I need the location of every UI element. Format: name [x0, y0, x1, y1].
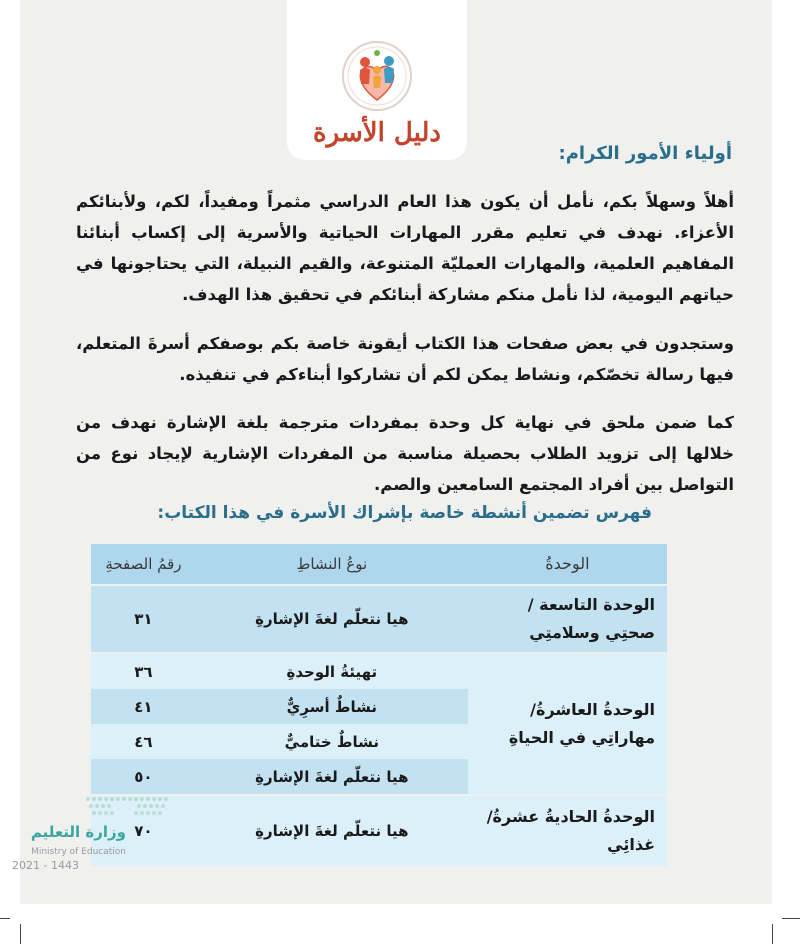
header-unit: الوحدةُ: [468, 544, 667, 584]
ministry-name-ar: وزارة التعليم: [30, 823, 126, 841]
page-cell: ٤٦: [91, 724, 196, 759]
table-row: [91, 652, 667, 689]
activity-cell: هيا نتعلّم لغةَ الإشارةِ: [196, 584, 468, 652]
activity-cell: نشاطٌ أسرِيٌّ: [196, 689, 468, 724]
header-activity: نوعُ النشاطِ: [196, 544, 468, 584]
page-cell: ٤١: [91, 689, 196, 724]
ministry-name-en: Ministry of Education: [31, 847, 126, 857]
activity-cell: تهيئةُ الوحدةِ: [196, 652, 468, 689]
page-cell: ٧٠: [91, 794, 196, 866]
unit-cell: الوحدة التاسعة / صحتِي وسلامتِي: [468, 584, 667, 652]
page-cell: ٥٠: [91, 759, 196, 794]
crop-mark: [772, 924, 773, 944]
table-row: [91, 584, 667, 652]
index-title: فهرس تضمين أنشطة خاصة بإشراك الأسرة في هذا الكتاب:: [157, 503, 652, 523]
icon-paragraph: وستجدون في بعض صفحات هذا الكتاب أيقونة خاصة بكم بوصفكم أسرةَ المتعلم، فيها رسالة تخصّكم، ونشاط يمكن لكم أن تشاركوا أبناءكم في تنفيذه.: [76, 334, 734, 384]
ministry-logo: [6, 793, 146, 883]
crop-mark: [0, 918, 10, 919]
crop-mark: [782, 918, 800, 919]
ministry-year: 2021 - 1443: [12, 859, 79, 872]
page-cell: ٣٦: [91, 652, 196, 689]
table-header-row: [91, 544, 667, 584]
activity-cell: نشاطٌ ختاميٌّ: [196, 724, 468, 759]
unit-cell: الوحدةُ العاشرةُ/ مهاراتِي في الحياةِ: [468, 652, 667, 794]
unit-cell: الوحدةُ الحاديةُ عشرةُ/ غذائِي: [468, 794, 667, 866]
crop-mark: [20, 924, 21, 944]
header-page: رقمُ الصفحةِ: [91, 544, 196, 584]
greeting-heading: أولياء الأمور الكرام:: [558, 143, 732, 164]
family-hearts-icon: [341, 40, 413, 112]
sign-language-paragraph: كما ضمن ملحق في نهاية كل وحدة بمفردات مترجمة بلغة الإشارة نهدف من خلالها إلى تزويد الطلاب بحصيلة مناسبة من المفردات الإشارية لإيجاد نوع من التواصل بين أفراد المجتمع السامعين والصم.: [76, 413, 734, 494]
ministry-dots-icon: [78, 793, 178, 819]
activity-cell: هيا نتعلّم لغةَ الإشارةِ: [196, 759, 468, 794]
page-cell: ٣١: [91, 584, 196, 652]
activity-cell: هيا نتعلّم لغةَ الإشارةِ: [196, 794, 468, 866]
guide-title: دليل الأسرة: [313, 118, 441, 148]
intro-paragraph: أهلاً وسهلاً بكم، نأمل أن يكون هذا العام الدراسي مثمراً ومفيداً، لكم، ولأبنائكم الأعزاء. نهدف في تعليم مقرر المهارات الحياتية والأسرية إلى إكساب أبنائنا المفاهيم العلمية، والمهارات العمليّة المتنوعة، والقيم النبيلة، التي يحتاجونها في حياتهم اليومية، لذا نأمل منكم مشاركة أبنائكم في تحقيق هذا الهدف.: [76, 192, 734, 304]
